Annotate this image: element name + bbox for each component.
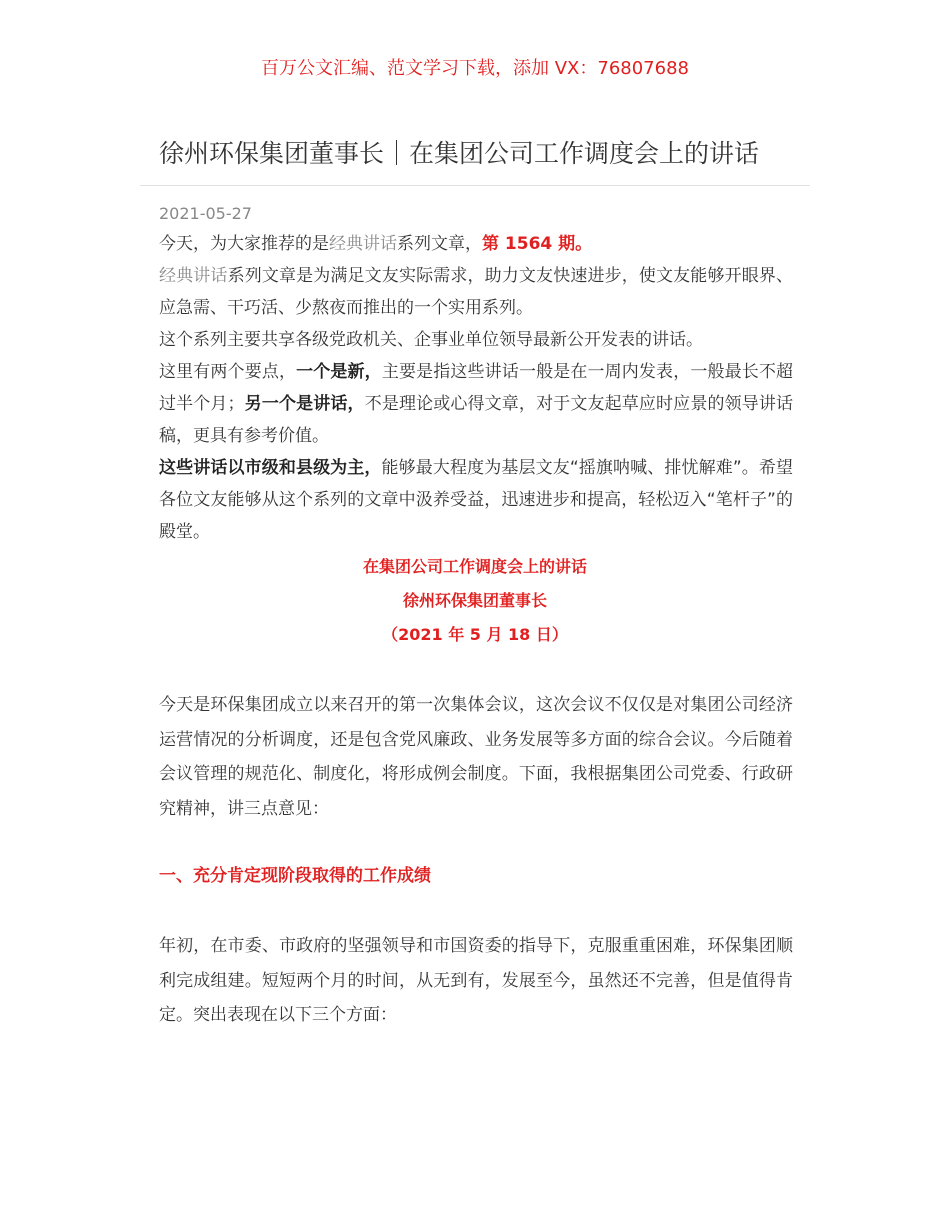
section-heading-1: 一、充分肯定现阶段取得的工作成绩 <box>159 866 431 886</box>
intro-text: 这里有两个要点， <box>159 362 297 382</box>
intro-text: 能够最大程度为基层文友“摇旗呐喊、排忧解难”。希望各位文友能够从这个系列的文章中汲养受益，迅速进步和提高，轻松迈入“笔杆子”的殿堂。 <box>159 458 793 542</box>
speech-date: （2021 年 5 月 18 日） <box>382 625 568 644</box>
intro-text: 主要是指这些讲话一般是在一周内发表，一般最长不超过半个月； <box>159 362 794 414</box>
emphasis-text: 这些讲话以市级和县级为主， <box>159 458 382 478</box>
intro-text: 系列文章是为满足文友实际需求，助力文友快速进步，使文友能够开眼界、应急需、干巧活、少熬夜而推出的一个实用系列。 <box>159 266 794 318</box>
series-link[interactable]: 经典讲话 <box>329 234 397 254</box>
intro-paragraph-4 <box>159 356 793 452</box>
promo-banner: 百万公文汇编、范文学习下载，添加 VX：76807688 <box>261 58 689 79</box>
article-title: 徐州环保集团董事长｜在集团公司工作调度会上的讲话 <box>159 139 760 168</box>
speech-speaker: 徐州环保集团董事长 <box>402 591 547 610</box>
speech-paragraph-1: 今天是环保集团成立以来召开的第一次集体会议，这次会议不仅仅是对集团公司经济运营情况的分析调度，还是包含党风廉政、业务发展等多方面的综合会议。今后随着会议管理的规范化、制度化，将形成例会制度。下面，我根据集团公司党委、行政研究精神，讲三点意见： <box>159 695 793 819</box>
emphasis-text: 另一个是讲话， <box>244 394 365 414</box>
intro-section <box>159 228 793 548</box>
intro-paragraph-3: 这个系列主要共享各级党政机关、企事业单位领导最新公开发表的讲话。 <box>159 330 703 350</box>
intro-text: 不是理论或心得文章，对于文友起草应时应景的领导讲话稿，更具有参考价值。 <box>159 394 794 446</box>
intro-text: 今天，为大家推荐的是 <box>159 234 329 254</box>
intro-paragraph-1 <box>159 228 793 260</box>
intro-paragraph-5 <box>159 452 793 548</box>
issue-number: 第 1564 期。 <box>482 234 593 254</box>
speech-paragraph-2: 年初，在市委、市政府的坚强领导和市国资委的指导下，克服重重困难，环保集团顺利完成组建。短短两个月的时间，从无到有，发展至今，虽然还不完善，但是值得肯定。突出表现在以下三个方面： <box>159 936 793 1025</box>
speech-heading <box>159 550 791 652</box>
publish-date: 2021-05-27 <box>159 204 252 223</box>
title-divider <box>140 185 810 186</box>
intro-text: 系列文章， <box>397 234 482 254</box>
intro-paragraph-2 <box>159 260 793 324</box>
series-link[interactable]: 经典讲话 <box>159 266 228 286</box>
emphasis-text: 一个是新， <box>296 362 382 382</box>
speech-title: 在集团公司工作调度会上的讲话 <box>362 557 587 576</box>
